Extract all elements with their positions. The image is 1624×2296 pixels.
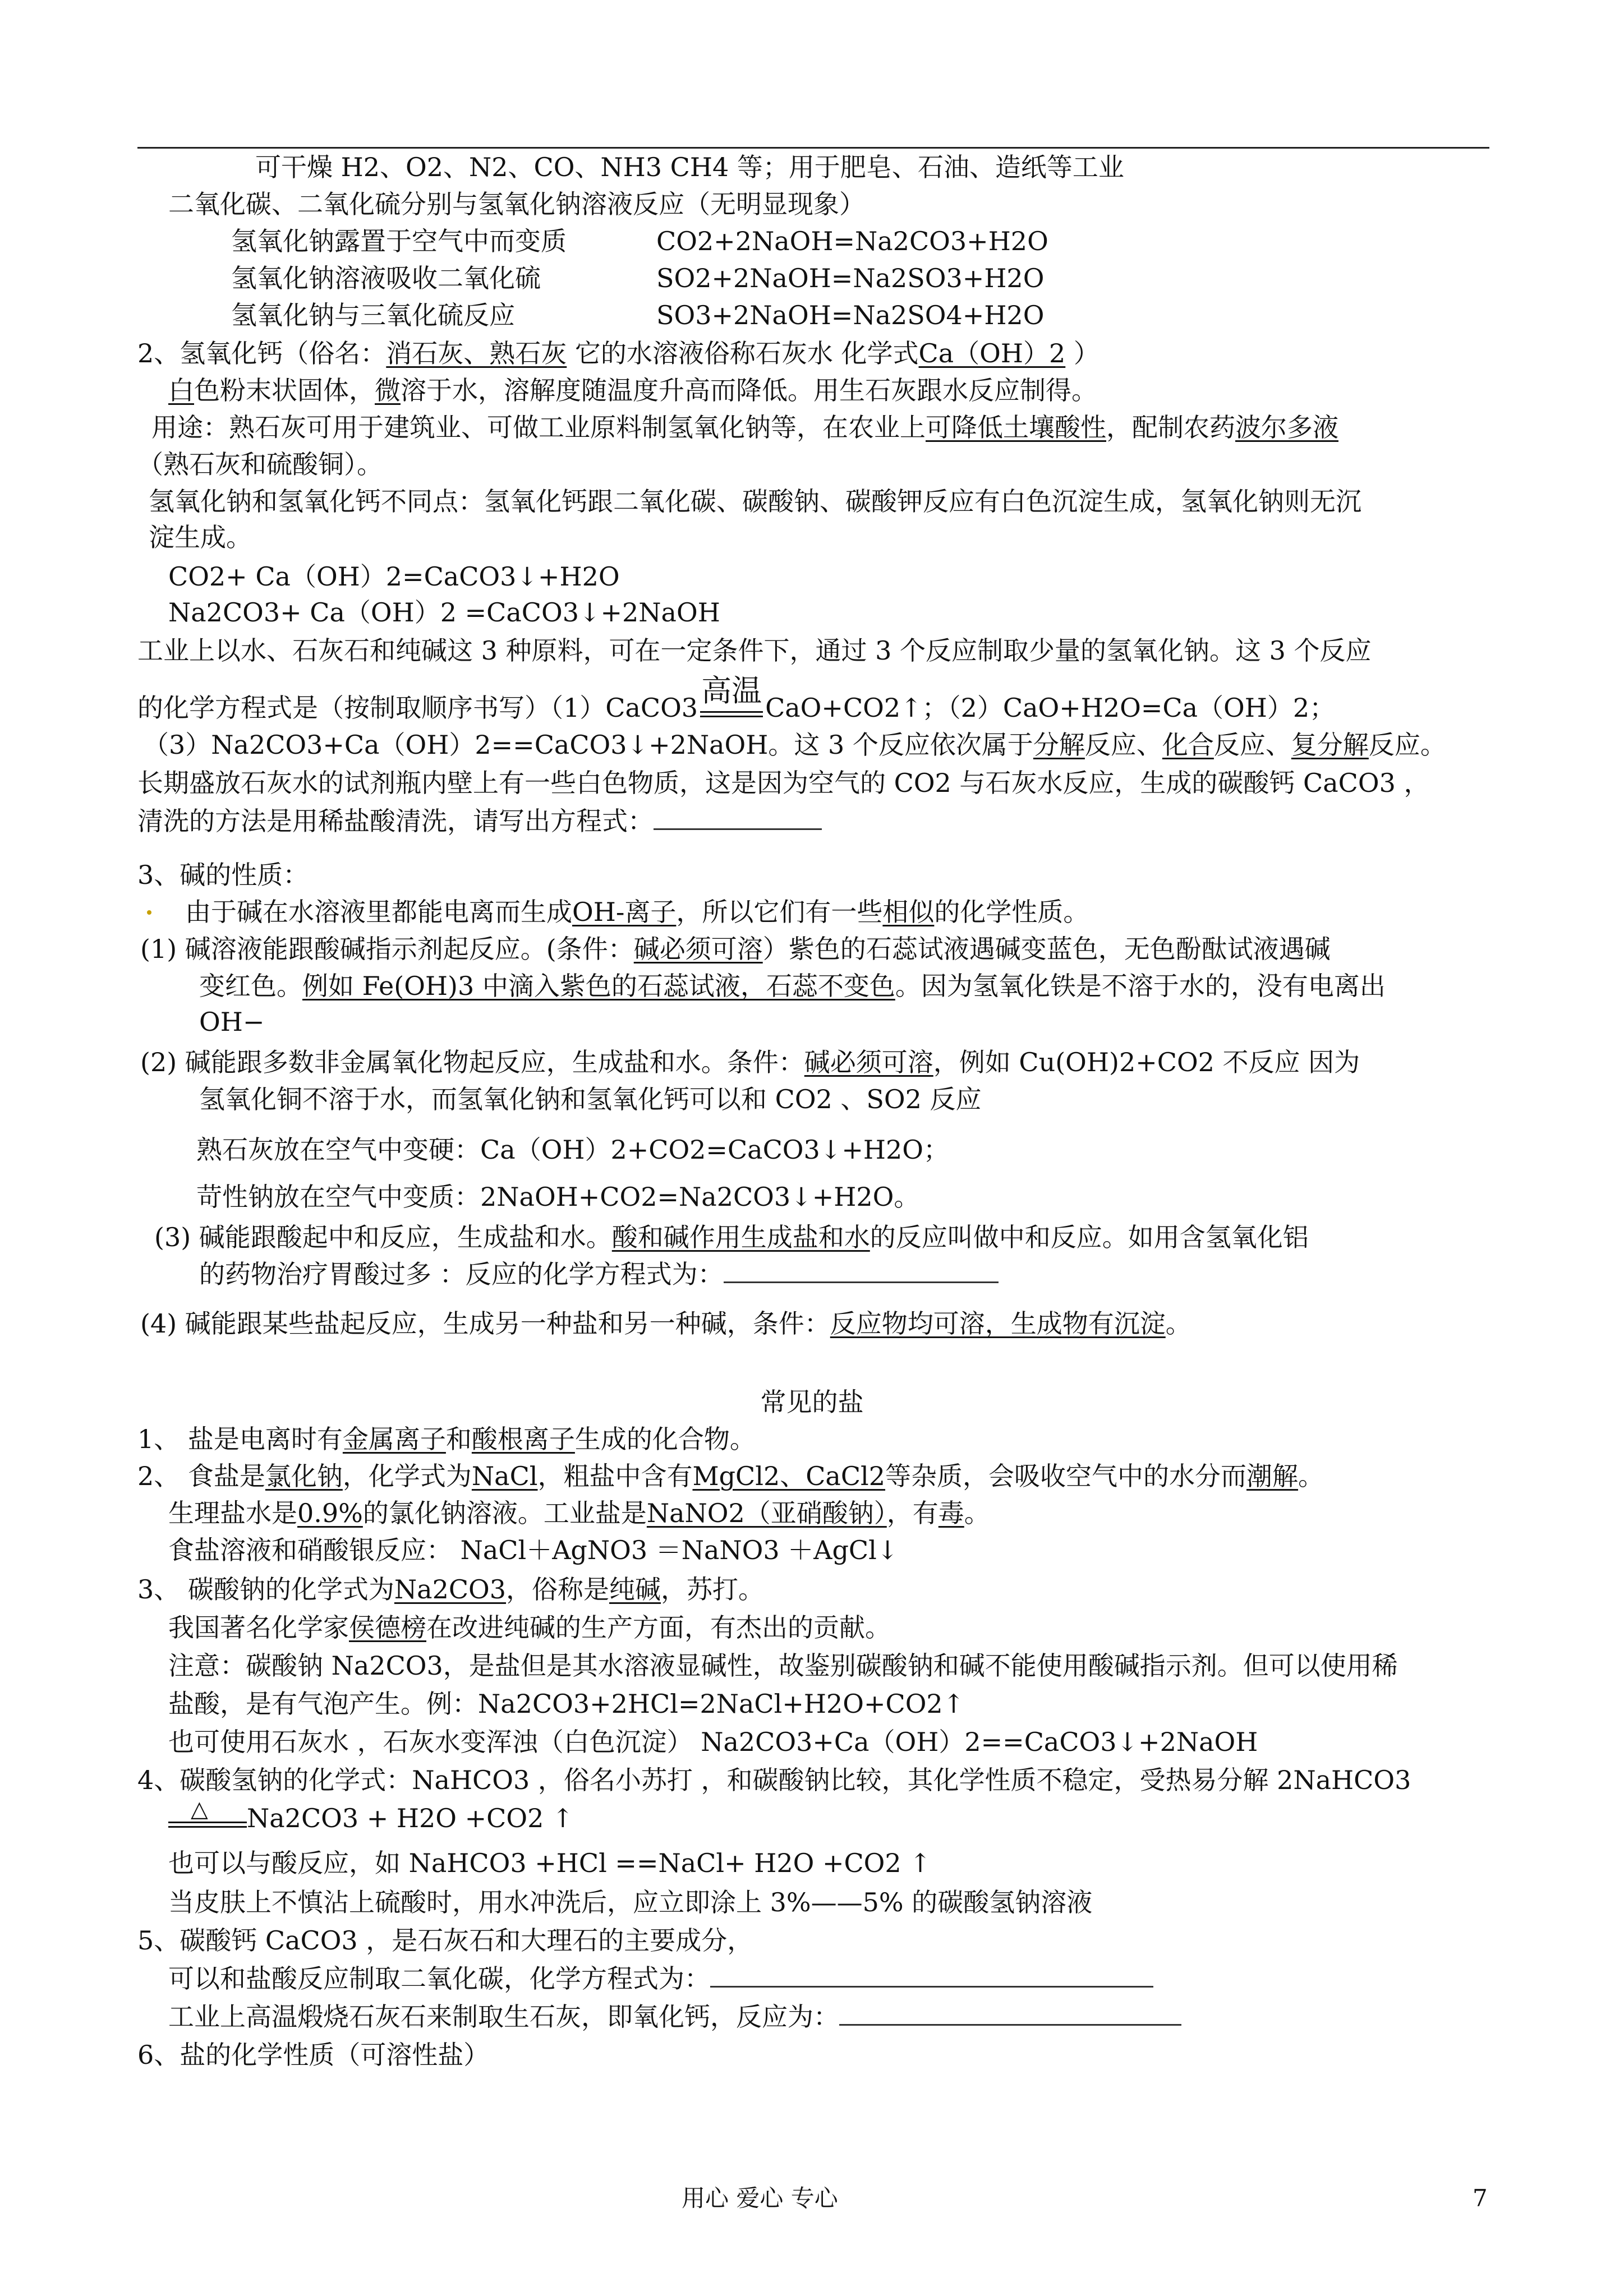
text: 的氯化钠溶液。工业盐是 xyxy=(362,1498,647,1528)
text: 4、碳酸氢钠的化学式：NaHCO3 ，俗名小苏打 ，和碳酸钠比较，其化学性质不稳定，受热易分解 2NaHCO3 xyxy=(137,1765,1411,1795)
text: SO2+2NaOH=Na2SO3+H2O xyxy=(656,263,1045,293)
text: (4) 碱能跟某些盐起反应，生成另一种盐和另一种碱，条件： xyxy=(140,1308,830,1339)
answer-blank[interactable] xyxy=(654,808,822,830)
text: 6、盐的化学性质（可溶性盐） xyxy=(137,2040,490,2070)
text-line xyxy=(149,520,252,554)
equation xyxy=(656,224,1048,258)
text: 生理盐水是 xyxy=(168,1498,297,1528)
text: ，例如 Cu(OH)2+CO2 不反应 因为 xyxy=(933,1047,1360,1077)
equation xyxy=(247,1801,574,1835)
underlined-answer: 例如 Fe(OH)3 中滴入紫色的石蕊试液，石蕊不变色 xyxy=(302,971,895,1001)
text: 氢氧化铜不溶于水，而氢氧化钠和氢氧化钙可以和 CO2 、SO2 反应 xyxy=(199,1084,982,1114)
underlined-answer: MgCl2、CaCl2 xyxy=(692,1461,886,1491)
equals-line xyxy=(168,1826,247,1828)
text: (2) 碱能跟多数非金属氧化物起反应，生成盐和水。条件： xyxy=(140,1047,804,1077)
equals-line xyxy=(700,711,763,713)
text: 和 xyxy=(445,1424,472,1454)
text-line xyxy=(231,261,541,295)
underlined-answer: 消石灰、熟石灰 xyxy=(386,338,567,368)
text-line xyxy=(137,1763,1411,1797)
text: 熟石灰放在空气中变硬：Ca（OH）2+CO2=CaCO3↓+H2O； xyxy=(196,1135,949,1165)
text: 二氧化碳、二氧化硫分别与氢氧化钠溶液反应（无明显现象） xyxy=(168,189,865,219)
text-line xyxy=(199,1005,264,1039)
text: 我国著名化学家 xyxy=(168,1612,349,1643)
text-line xyxy=(137,1459,1324,1493)
text: 等杂质，会吸收空气中的水分而 xyxy=(885,1461,1247,1491)
text: 。 xyxy=(964,1498,990,1528)
text-line xyxy=(168,187,865,221)
text: 常见的盐 xyxy=(760,1387,864,1417)
underlined-answer: 潮解 xyxy=(1246,1461,1299,1491)
underlined-answer: 化合 xyxy=(1162,730,1214,760)
text: 当皮肤上不慎沾上硫酸时，用水冲洗后，应立即涂上 3%——5% 的碳酸氢钠溶液 xyxy=(168,1887,1093,1917)
text: 变红色。 xyxy=(199,971,302,1001)
text: （3）Na2CO3+Ca（OH）2==CaCO3↓+2NaOH。这 3 个反应依次属于 xyxy=(143,730,1033,760)
text: 氢氧化钠露置于空气中而变质 xyxy=(231,226,567,256)
text: 氢氧化钠与三氧化硫反应 xyxy=(231,300,515,330)
text: 5、碳酸钙 CaCO3 ，是石灰石和大理石的主要成分， xyxy=(137,1925,753,1956)
text-line xyxy=(199,1257,999,1291)
footer-motto: 用心 爱心 专心 xyxy=(682,2184,838,2212)
text: CO2+ Ca（OH）2=CaCO3↓+H2O xyxy=(168,561,620,592)
text-line xyxy=(199,969,1386,1003)
text: OH− xyxy=(199,1007,265,1037)
equation xyxy=(656,261,1044,295)
text-line xyxy=(185,895,1089,929)
underlined-answer: 相似 xyxy=(882,897,935,927)
text: CaO+CO2↑；（2）CaO+H2O=Ca（OH）2； xyxy=(765,693,1336,723)
text-line xyxy=(255,150,1124,184)
underlined-answer: 白 xyxy=(168,375,194,405)
text-line xyxy=(168,1649,1398,1682)
text-line xyxy=(168,1687,964,1721)
text: 清洗的方法是用稀盐酸清洗，请写出方程式： xyxy=(137,806,654,836)
underlined-answer: 纯碱 xyxy=(609,1574,661,1605)
section-heading xyxy=(137,858,309,892)
text: (1) 碱溶液能跟酸碱指示剂起反应。(条件： xyxy=(140,934,634,964)
text-line xyxy=(168,1725,1258,1759)
text: 溶于水，溶解度随温度升高而降低。用生石灰跟水反应制得。 xyxy=(401,375,1097,405)
text-line xyxy=(168,1496,990,1530)
text: 它的水溶液俗称石灰水 化学式 xyxy=(567,338,919,368)
text-line xyxy=(168,2000,1181,2034)
reaction-condition xyxy=(698,673,765,725)
text-line xyxy=(168,374,1097,407)
text: 用途：熟石灰可用于建筑业、可做工业原料制氢氧化钠等，在农业上 xyxy=(151,412,926,442)
text-line xyxy=(140,1307,1191,1340)
underlined-answer: 毒 xyxy=(938,1498,964,1528)
text: 3、碱的性质： xyxy=(137,860,309,890)
underlined-answer: 酸根离子 xyxy=(471,1424,575,1454)
text-line xyxy=(168,1611,891,1644)
text-line xyxy=(140,932,1331,966)
text: 苛性钠放在空气中变质：2NaOH+CO2=Na2CO3↓+H2O。 xyxy=(196,1182,920,1212)
text: SO3+2NaOH=Na2SO4+H2O xyxy=(656,300,1045,330)
text: 盐酸，是有气泡产生。例：Na2CO3+2HCl=2NaCl+H2O+CO2↑ xyxy=(168,1689,965,1719)
underlined-answer: 可降低土壤酸性 xyxy=(926,412,1106,442)
underlined-answer: 波尔多液 xyxy=(1235,412,1338,442)
underlined-answer: 酸和碱作用生成盐和水 xyxy=(611,1222,870,1252)
underlined-answer: 碱必须可溶 xyxy=(633,934,763,964)
text: ）紫色的石蕊试液遇碱变蓝色，无色酚酞试液遇碱 xyxy=(762,934,1331,964)
underlined-answer: NaNO2（亚硝酸钠） xyxy=(646,1498,887,1528)
text-line xyxy=(137,634,1372,667)
text-line xyxy=(137,1573,764,1606)
text: 。 xyxy=(1165,1308,1191,1339)
text: 氢氧化钠溶液吸收二氧化硫 xyxy=(231,263,541,293)
text: 工业上以水、石灰石和纯碱这 3 种原料，可在一定条件下，通过 3 个反应制取少量的氢氧化钠。这 3 个反应 xyxy=(137,635,1372,666)
text: 也可以与酸反应，如 NaHCO3 +HCl ==NaCl+ H2O +CO2 ↑ xyxy=(168,1848,931,1878)
text-line xyxy=(137,673,1336,725)
equation xyxy=(196,1133,949,1167)
underlined-answer: 氯化钠 xyxy=(265,1461,343,1491)
text: 注意：碳酸钠 Na2CO3，是盐但是其水溶液显碱性，故鉴别碳酸钠和碱不能使用酸碱指示剂。但可以使用稀 xyxy=(168,1650,1398,1681)
text: ，化学式为 xyxy=(342,1461,472,1491)
bullet-dot xyxy=(147,910,151,915)
text: 工业上高温煅烧石灰石来制取生石灰，即氧化钙，反应为： xyxy=(168,2002,839,2032)
text: 食盐溶液和硝酸银反应： NaCl＋AgNO3 ＝NaNO3 ＋AgCl↓ xyxy=(168,1535,899,1565)
text: 3、 碳酸钠的化学式为 xyxy=(137,1574,394,1605)
text: 的化学性质。 xyxy=(934,897,1089,927)
page-number: 7 xyxy=(1473,2184,1488,2212)
underlined-answer: 分解 xyxy=(1033,730,1085,760)
text: 可干燥 H2、O2、N2、CO、NH3 CH4 等；用于肥皂、石油、造纸等工业 xyxy=(255,152,1124,182)
text: ） xyxy=(1065,338,1099,368)
equation xyxy=(168,596,720,629)
text-line xyxy=(137,1924,753,1957)
text: 的药物治疗胃酸过多 ：反应的化学方程式为： xyxy=(199,1259,724,1289)
underlined-answer: Ca（OH）2 xyxy=(918,338,1066,368)
equation xyxy=(656,298,1044,332)
text: ，所以它们有一些 xyxy=(676,897,883,927)
text-line xyxy=(137,448,383,481)
text: 反应。 xyxy=(1368,730,1446,760)
text: ，配制农药 xyxy=(1106,412,1235,442)
text: 的化学方程式是（按制取顺序书写）（1）CaCO3 xyxy=(137,693,698,723)
text-line xyxy=(231,224,567,258)
text-line xyxy=(199,1082,982,1116)
underlined-answer: 微 xyxy=(375,375,401,405)
text: 生成的化合物。 xyxy=(574,1424,756,1454)
text: 反应、 xyxy=(1084,730,1162,760)
text: (3) 碱能跟酸起中和反应，生成盐和水。 xyxy=(154,1222,612,1252)
answer-blank[interactable] xyxy=(839,2004,1181,2026)
text: 淀生成。 xyxy=(149,522,252,552)
answer-blank[interactable] xyxy=(710,1966,1153,1988)
text: 的反应叫做中和反应。如用含氢氧化铝 xyxy=(869,1222,1309,1252)
underlined-answer: 碱必须可溶 xyxy=(804,1047,933,1077)
text: 长期盛放石灰水的试剂瓶内壁上有一些白色物质，这是因为空气的 CO2 与石灰水反应，生成的碳酸钙 CaCO3 ， xyxy=(137,768,1430,798)
text-line xyxy=(154,1220,1309,1254)
reaction-condition xyxy=(168,1798,247,1832)
text: 1、 盐是电离时有 xyxy=(137,1424,343,1454)
text-line xyxy=(137,804,822,838)
text-line xyxy=(137,1422,756,1456)
underlined-answer: NaCl xyxy=(471,1461,538,1491)
equals-line xyxy=(168,1822,247,1823)
text: Na2CO3 + H2O +CO2 ↑ xyxy=(247,1803,574,1833)
underlined-answer: Na2CO3 xyxy=(394,1574,507,1605)
text: 反应、 xyxy=(1213,730,1291,760)
text: 。 xyxy=(1298,1461,1324,1491)
header-rule xyxy=(137,147,1489,149)
text: （熟石灰和硫酸铜）。 xyxy=(137,449,383,480)
text-line xyxy=(168,1885,1092,1919)
text: 2、氢氧化钙（俗名： xyxy=(137,338,387,368)
text-line xyxy=(231,298,515,332)
text: ，有 xyxy=(886,1498,938,1528)
text: ，俗称是 xyxy=(506,1574,610,1605)
text-line xyxy=(168,1962,1153,1995)
text: 也可使用石灰水 ，石灰水变浑浊（白色沉淀） Na2CO3+Ca（OH）2==CaCO3↓+2NaOH xyxy=(168,1727,1258,1757)
text: 色粉末状固体， xyxy=(194,375,375,405)
text-line xyxy=(137,766,1429,800)
heat-symbol: △ xyxy=(191,1796,208,1822)
text: 氢氧化钠和氢氧化钙不同点：氢氧化钙跟二氧化碳、碳酸钠、碳酸钾反应有白色沉淀生成，氢氧化钠则无沉 xyxy=(149,486,1361,517)
answer-blank[interactable] xyxy=(724,1261,999,1283)
underlined-answer: 侯德榜 xyxy=(349,1612,426,1643)
text-line xyxy=(168,1846,931,1880)
text-line xyxy=(149,485,1361,518)
text: Na2CO3+ Ca（OH）2 =CaCO3↓+2NaOH xyxy=(168,597,720,628)
equals-line xyxy=(700,716,763,717)
equation xyxy=(196,1180,919,1214)
underlined-answer: OH-离子 xyxy=(572,897,677,927)
text: 2、 食盐是 xyxy=(137,1461,265,1491)
text: 可以和盐酸反应制取二氧化碳，化学方程式为： xyxy=(168,1963,710,1994)
text: ，苏打。 xyxy=(661,1574,765,1605)
underlined-answer: 0.9% xyxy=(297,1498,363,1528)
text: 。因为氢氧化铁是不溶于水的，没有电离出 xyxy=(895,971,1386,1001)
section-heading xyxy=(137,2038,489,2072)
underlined-answer: 复分解 xyxy=(1291,730,1369,760)
text-line xyxy=(140,1045,1360,1079)
text-line xyxy=(151,411,1338,444)
text: 在改进纯碱的生产方面，有杰出的贡献。 xyxy=(426,1612,891,1643)
text: ，粗盐中含有 xyxy=(537,1461,693,1491)
text: CO2+2NaOH=Na2CO3+H2O xyxy=(656,226,1048,256)
section-heading xyxy=(137,336,1099,370)
underlined-answer: 金属离子 xyxy=(342,1424,446,1454)
equation xyxy=(168,560,620,593)
text: 由于碱在水溶液里都能电离而生成 xyxy=(185,897,572,927)
underlined-answer: 反应物均可溶，生成物有沉淀 xyxy=(830,1308,1166,1339)
condition-label: 高温 xyxy=(701,673,762,708)
text-line xyxy=(143,728,1446,762)
section-title xyxy=(0,1385,1624,1419)
equation xyxy=(168,1533,898,1567)
